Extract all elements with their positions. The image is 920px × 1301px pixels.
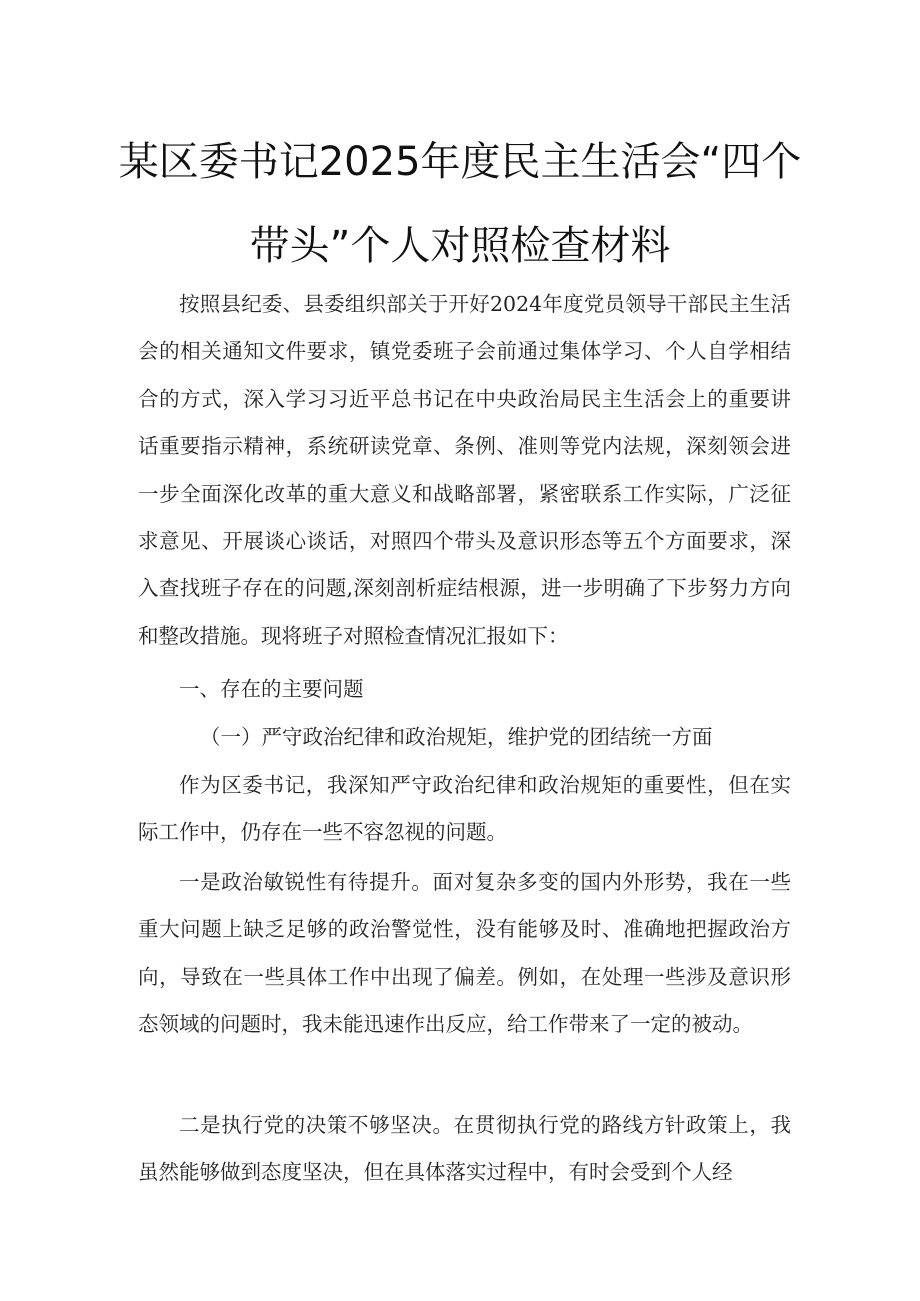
subsection-heading: （一）严守政治纪律和政治规矩，维护党的团结统一方面 xyxy=(200,725,713,749)
subsection-heading-block xyxy=(138,714,791,761)
paragraph-block-3 xyxy=(138,859,791,1049)
paragraph-2: 作为区委书记，我深知严守政治纪律和政治规矩的重要性，但在实际工作中，仍存在一些不容忽视的问题。 xyxy=(138,773,791,845)
paragraph-block-4 xyxy=(138,1102,791,1197)
document-title-line-1: 某区委书记2025年度民主生活会“四个 xyxy=(118,139,802,185)
paragraph-4: 二是执行党的决策不够坚决。在贯彻执行党的路线方针政策上，我虽然能够做到态度坚决，但在具体落实过程中，有时会受到个人经 xyxy=(138,1113,791,1185)
paragraph-3: 一是政治敏锐性有待提升。面对复杂多变的国内外形势，我在一些重大问题上缺乏足够的政治警觉性，没有能够及时、准确地把握政治方向，导致在一些具体工作中出现了偏差。例如，在处理一些涉及意识形态领域的问题时，我未能迅速作出反应，给工作带来了一定的被动。 xyxy=(138,870,791,1037)
document-title-line-2: 带头”个人对照检查材料 xyxy=(249,223,671,269)
section-heading-block xyxy=(138,666,791,713)
intro-paragraph-block xyxy=(138,281,791,660)
intro-paragraph: 按照县纪委、县委组织部关于开好2024年度党员领导干部民主生活会的相关通知文件要求，镇党委班子会前通过集体学习、个人自学相结合的方式，深入学习习近平总书记在中央政治局民主生活会上的重要讲话重要指示精神，系统研读党章、条例、准则等党内法规，深刻领会进一步全面深化改革的重大意义和战略部署，紧密联系工作实际，广泛征求意见、开展谈心谈话，对照四个带头及意识形态等五个方面要求，深入查找班子存在的问题,深刻剖析症结根源，进一步明确了下步努力方向和整改措施。现将班子对照检查情况汇报如下： xyxy=(138,292,791,648)
section-heading: 一、存在的主要问题 xyxy=(179,677,364,701)
paragraph-block-2 xyxy=(138,762,791,857)
